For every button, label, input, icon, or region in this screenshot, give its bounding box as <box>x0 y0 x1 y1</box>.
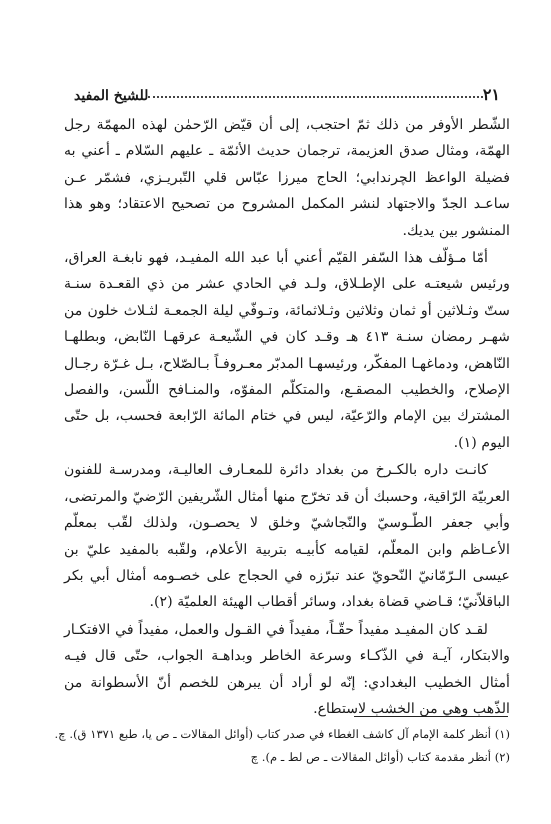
page-number: ٢١ <box>482 85 500 104</box>
footnote: (٢) أنظر مقدمة كتاب (أوائل المقالات ـ ص لط ـ م). چ <box>250 750 510 764</box>
paragraph: لقـد كان المفيـد مفيداً حقّـاً، مفيداً في القـول والعمل، مفيداً في الافتكـار والابتكار، آيـة في الذّكـاء وسرعة الخاطر وبداهـة الجواب، حتّى قال فيـه أمثال الخطيب البغدادي: إنّه لو أراد أن يبرهن للخصم أنّ الأسطوانة من الذّهب وهي من الخشب لاستطاع. <box>64 621 510 717</box>
header-dotted-leader <box>148 96 482 98</box>
paragraph: كانـت داره بالكـرخ من بغداد دائرة للمعـارف العاليـة، ومدرسـة للفنون العربيّة الرّاقية، وحسبك أن قد تخرّج منها أمثال الشّريفين الرّضيّ والمرتضى، وأبي جعفر الطّـوسيّ والنّجاشيّ وخلق لا يحصـون، ولذلك لقّب بمعلّم الأعـاظم وابن المعلّم، لقيامه كأبيـه بتربية الأعلام، ولقّبه بالمفيد عليّ بن عيسى الـرّمّانيّ النّحويّ عند تبرّزه في الحجاج على خصـومه أمثال أبي بكر الباقلاّنيّ؛ قـاضي قضاة بغداد، وسائر أقطاب الهيئة العلميّة (٢). <box>64 462 510 611</box>
footnote-separator <box>354 716 508 717</box>
paragraph: الشّطر الأوفر من ذلك ثمّ احتجب، إلى أن قيّض الرّحمٰن لهذه المهمّة رجل الهمّة، ومثال صدق العزيمة، ترجمان حديث الأئمّة ـ عليهم السّلام ـ أعني به فضيلة الواعظ الچرندابي؛ الحاج ميرزا عبّاس قلي التّبريـزي، فشمّر عـن ساعـد الجدّ والاجتهاد لنشر المكمل المشروح من تصحيح الاعتقاد؛ وهو هذا المنشور بين يديك. <box>64 117 510 239</box>
running-title: للشيخ المفيد <box>74 88 149 104</box>
running-header <box>68 80 506 104</box>
paragraph: أمّا مـؤلّف هذا السّفر القيّم أعني أبا عبد الله المفيـد، فهو نابغـة العراق، ورئيس شيعتـه على الإطـلاق، ولـد في الحادي عشر من ذي القعـدة سنـة ستّ وثـلاثين أو ثمان وثلاثين وثـلاثمائة، وتـوفّي ليلة الجمعـة لثـلاث خلون من شهـر رمضان سنـة ٤١٣ هـ وقـد كان في الشّيعـة عرقهـا النّابض، وبطلهـا النّاهض، ودماغهـا المفكّر، ورئيسهـا المدبّر معـروفـاً بـالصّلاح، بـل غـرّة رجـال الإصلاح، والخطيب المصقـع، والمتكلّم المفوّه، والمنـافح اللّسن، والفصل المشترك بين الإمام والرّعيّة، ليس في ختام المائة الرّابعة فحسب، بل حتّى اليوم (١). <box>64 250 510 451</box>
footnote: (١) أنظر كلمة الإمام آل كاشف الغطاء في صدر كتاب (أوائل المقالات ـ ص يا، طبع ١٣٧١ ق). چ. <box>54 727 510 741</box>
footnotes <box>54 723 510 769</box>
main-text <box>64 112 510 722</box>
